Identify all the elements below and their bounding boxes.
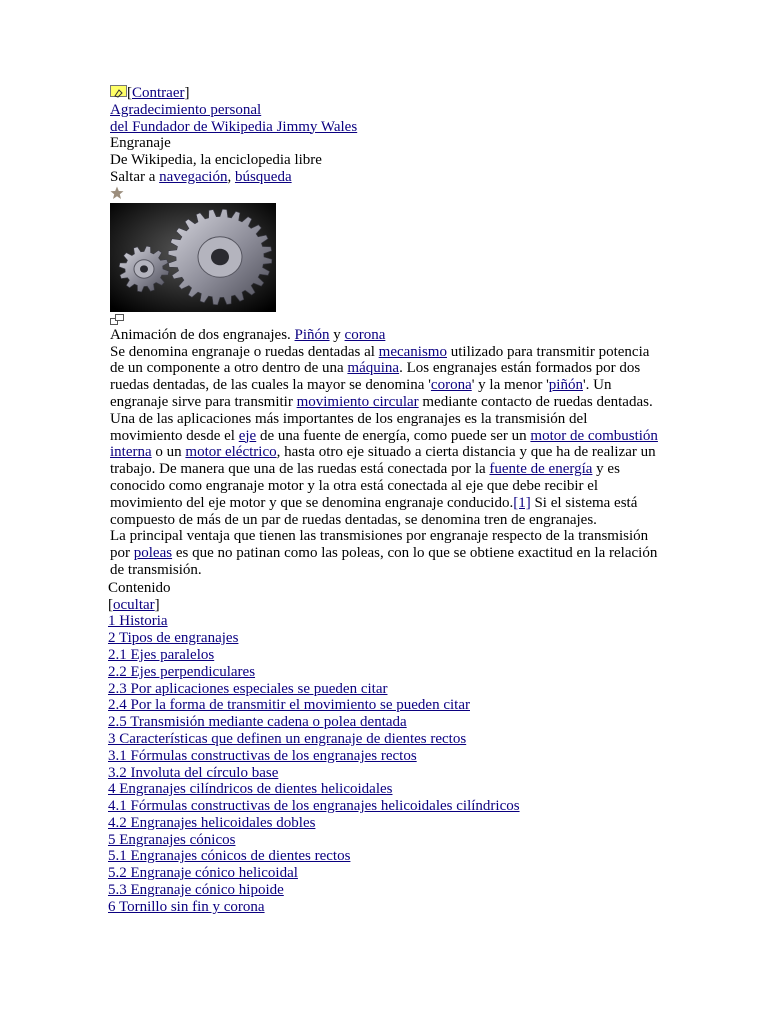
toc-item[interactable]: 5.3 Engranaje cónico hipoide	[108, 882, 284, 899]
intro-paragraph-2	[110, 528, 658, 578]
bracket-open: [	[127, 85, 132, 101]
paragraph-text: La principal ventaja que tienen las transmisiones por engranaje respecto de la transmisión por	[110, 528, 649, 562]
toc-title: Contenido	[108, 579, 171, 596]
enlarge-image-icon[interactable]	[110, 313, 124, 325]
inline-link[interactable]: [1]	[513, 494, 531, 511]
toc-item[interactable]: 3.2 Involuta del círculo base	[108, 764, 279, 781]
paragraph-text: Se denomina engranaje o ruedas dentadas al	[110, 343, 379, 360]
gear-hole	[140, 265, 148, 272]
jump-search-link[interactable]: búsqueda	[234, 168, 292, 185]
gears-animation-image[interactable]	[110, 203, 276, 312]
collapse-link[interactable]: Contraer	[132, 85, 185, 101]
caption-link-pinion[interactable]: Piñón	[294, 326, 330, 343]
inline-link[interactable]: movimiento circular	[296, 393, 419, 410]
toc-item[interactable]: 4.2 Engranajes helicoidales dobles	[108, 814, 316, 831]
inline-link[interactable]: máquina	[347, 360, 400, 377]
inline-link[interactable]: corona	[430, 377, 472, 394]
toc-item[interactable]: 5.1 Engranajes cónicos de dientes rectos	[108, 848, 351, 865]
toc-list	[108, 613, 658, 915]
toc-item[interactable]: 2 Tipos de engranajes	[108, 630, 239, 647]
toc-item[interactable]: 2.2 Ejes perpendiculares	[108, 663, 256, 680]
intro-paragraph-1	[110, 344, 658, 529]
jump-separator: ,	[227, 168, 235, 185]
paragraph-text: mediante contacto de ruedas dentadas. Una de las aplicaciones más importantes de los engranajes es la transmisión del movimiento desde el	[110, 393, 653, 444]
paragraph-text: es que no patinan como las poleas, con lo que se obtiene exactitud en la relación de transmisión.	[110, 545, 658, 578]
inline-link[interactable]: mecanismo	[378, 343, 447, 360]
toc-item[interactable]: 2.1 Ejes paralelos	[108, 646, 215, 663]
caption-text: Animación de dos engranajes.	[110, 326, 295, 343]
toc-item[interactable]: 2.5 Transmisión mediante cadena o polea dentada	[108, 714, 407, 731]
paragraph-text: o un	[151, 444, 186, 461]
inline-link[interactable]: motor eléctrico	[185, 444, 277, 461]
caption-and: y	[329, 326, 345, 343]
toc-item[interactable]: 5.2 Engranaje cónico helicoidal	[108, 865, 298, 882]
paragraph-text: y es conocido como engranaje motor y la otra está conectada al eje que debe recibir el movimiento del eje motor y que se denomina engranaje conducido.	[110, 461, 620, 511]
toc-item[interactable]: 5 Engranajes cónicos	[108, 831, 236, 848]
toc-hide-link[interactable]: ocultar	[113, 596, 155, 613]
paragraph-text: '. Un engranaje sirve para transmitir	[110, 377, 612, 410]
caption-link-crown[interactable]: corona	[344, 326, 386, 343]
toc-bracket-close: ]	[154, 596, 160, 613]
featured-star-icon	[110, 186, 658, 203]
article-page	[110, 85, 658, 916]
inline-link[interactable]: piñón	[548, 377, 583, 394]
page-title: Engranaje	[110, 135, 171, 152]
banner-collapse-row	[110, 85, 658, 102]
toc-hide-row	[108, 597, 658, 614]
inline-link[interactable]: motor de combustión interna	[110, 427, 658, 461]
toc-item[interactable]: 4 Engranajes cilíndricos de dientes helicoidales	[108, 781, 393, 798]
toc-bracket-open: [	[108, 596, 113, 613]
small-gear-shape	[119, 246, 169, 292]
bracket-close: ]	[184, 85, 190, 101]
inline-link[interactable]: fuente de energía	[489, 461, 593, 478]
toc-item[interactable]: 6 Tornillo sin fin y corona	[108, 898, 265, 915]
gear-hole	[211, 249, 229, 266]
toc-item[interactable]: 4.1 Fórmulas constructivas de los engranajes helicoidales cilíndricos	[108, 798, 520, 815]
jump-navigation-link[interactable]: navegación	[159, 168, 228, 185]
toc-item[interactable]: 2.3 Por aplicaciones especiales se pueden citar	[108, 680, 388, 697]
paragraph-text: Si el sistema está compuesto de más de un par de ruedas dentadas, se denomina tren de engranajes.	[110, 494, 638, 528]
inline-link[interactable]: eje	[238, 427, 257, 444]
page-tagline: De Wikipedia, la enciclopedia libre	[110, 152, 322, 169]
table-of-contents	[108, 580, 658, 916]
collapse-banner-icon[interactable]	[110, 85, 127, 97]
paragraph-text: de una fuente de energía, como puede ser un	[256, 427, 531, 444]
paragraph-text: utilizado para transmitir potencia de un componente a otro dentro de una	[110, 343, 650, 377]
paragraph-text: ' y la menor '	[471, 377, 549, 394]
thanks-link-line2[interactable]: del Fundador de Wikipedia Jimmy Wales	[110, 118, 358, 135]
paragraph-text: . Los engranajes están formados por dos ruedas dentadas, de las cuales la mayor se denomina '	[110, 360, 641, 394]
jump-prefix: Saltar a	[110, 168, 160, 185]
toc-item[interactable]: 1 Historia	[108, 613, 168, 630]
paragraph-text: , hasta otro eje situado a cierta distancia y que ha de realizar un trabajo. De manera que una de las ruedas está conectada por la	[110, 444, 656, 478]
toc-item[interactable]: 3 Características que definen un engranaje de dientes rectos	[108, 730, 467, 747]
jump-links	[110, 169, 658, 186]
thanks-link-line1[interactable]: Agradecimiento personal	[110, 101, 262, 118]
toc-item[interactable]: 3.1 Fórmulas constructivas de los engranajes rectos	[108, 747, 417, 764]
toc-item[interactable]: 2.4 Por la forma de transmitir el movimiento se pueden citar	[108, 697, 470, 714]
inline-link[interactable]: poleas	[133, 545, 173, 562]
figure-caption	[110, 327, 658, 344]
